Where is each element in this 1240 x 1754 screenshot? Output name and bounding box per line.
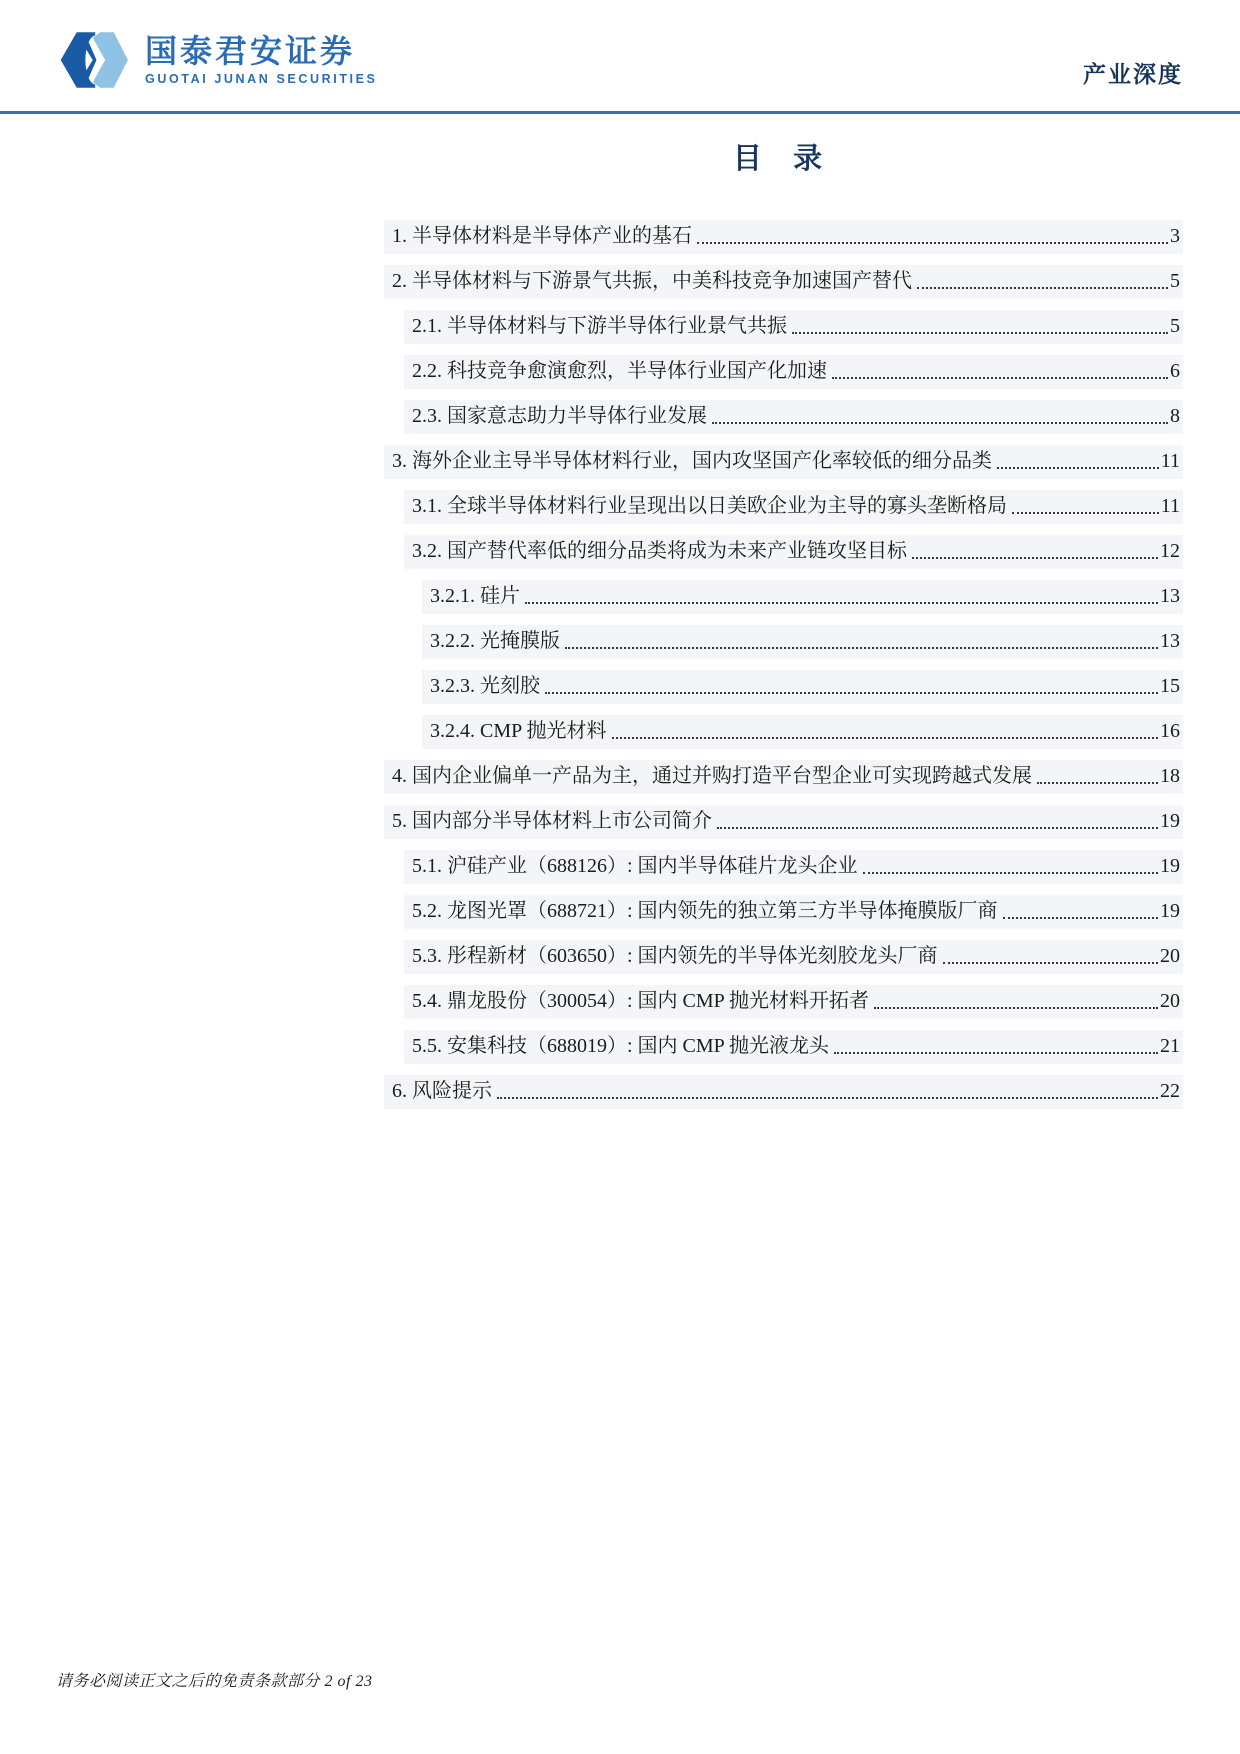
toc-page-number: 12 (1160, 540, 1180, 562)
toc-entry[interactable] (404, 535, 1183, 569)
toc-entry[interactable] (422, 580, 1183, 614)
toc-page-number: 15 (1160, 675, 1180, 697)
toc-page-number: 11 (1160, 495, 1180, 517)
toc-entry-text: 5.2. 龙图光罩（688721）: 国内领先的独立第三方半导体掩膜版厂商 (412, 900, 998, 922)
toc-entry-text: 4. 国内企业偏单一产品为主，通过并购打造平台型企业可实现跨越式发展 (392, 765, 1032, 787)
toc-entry-text: 5.1. 沪硅产业（688126）: 国内半导体硅片龙头企业 (412, 855, 858, 877)
toc-page-number: 13 (1160, 630, 1180, 652)
toc-entry-text: 1. 半导体材料是半导体产业的基石 (392, 225, 692, 247)
brand-block (57, 28, 378, 92)
toc-entry[interactable] (422, 670, 1183, 704)
toc-entry-text: 3.1. 全球半导体材料行业呈现出以日美欧企业为主导的寡头垄断格局 (412, 495, 1007, 517)
dot-leader (497, 1097, 1158, 1099)
toc-entry-text: 3.2. 国产替代率低的细分品类将成为未来产业链攻坚目标 (412, 540, 907, 562)
dot-leader (545, 692, 1158, 694)
footer-disclaimer: 请务必阅读正文之后的免责条款部分 2 of 23 (56, 1673, 373, 1690)
toc-page-number: 22 (1160, 1080, 1180, 1102)
toc-entry-text: 3.2.4. CMP 抛光材料 (430, 720, 607, 742)
dot-leader (697, 242, 1168, 244)
dot-leader (997, 467, 1159, 469)
toc-entry[interactable] (404, 895, 1183, 929)
toc-entry[interactable] (384, 265, 1183, 299)
dot-leader (792, 332, 1168, 334)
toc-entry-text: 2. 半导体材料与下游景气共振，中美科技竞争加速国产替代 (392, 270, 912, 292)
toc-entry[interactable] (384, 445, 1183, 479)
toc-entry[interactable] (384, 805, 1183, 839)
toc-entry-text: 3.2.1. 硅片 (430, 585, 520, 607)
toc-page-number: 5 (1170, 270, 1180, 292)
toc-entry-text: 2.3. 国家意志助力半导体行业发展 (412, 405, 707, 427)
toc-entry[interactable] (404, 355, 1183, 389)
dot-leader (834, 1052, 1158, 1054)
toc-entry[interactable] (404, 940, 1183, 974)
dot-leader (874, 1007, 1158, 1009)
dot-leader (832, 377, 1168, 379)
toc-entry[interactable] (404, 985, 1183, 1019)
toc-page-number: 3 (1170, 225, 1180, 247)
page-title: 目 录 (732, 143, 835, 175)
toc-entry[interactable] (422, 715, 1183, 749)
brand-name-en: GUOTAI JUNAN SECURITIES (145, 72, 378, 87)
toc-entry-text: 2.2. 科技竞争愈演愈烈，半导体行业国产化加速 (412, 360, 827, 382)
dot-leader (1012, 512, 1159, 514)
toc-page-number: 18 (1160, 765, 1180, 787)
dot-leader (912, 557, 1158, 559)
toc-entry[interactable] (384, 220, 1183, 254)
guotai-junan-logo-icon (57, 28, 131, 92)
toc-page-number: 11 (1160, 450, 1180, 472)
table-of-contents (384, 220, 1183, 1120)
toc-entry[interactable] (384, 1075, 1183, 1109)
toc-page-number: 19 (1160, 855, 1180, 877)
toc-page-number: 8 (1170, 405, 1180, 427)
brand-name: 国泰君安证券 (145, 32, 356, 69)
dot-leader (565, 647, 1158, 649)
toc-entry-text: 2.1. 半导体材料与下游半导体行业景气共振 (412, 315, 787, 337)
toc-page-number: 20 (1160, 945, 1180, 967)
toc-entry-text: 5.3. 彤程新材（603650）: 国内领先的半导体光刻胶龙头厂商 (412, 945, 938, 967)
toc-entry-text: 5.4. 鼎龙股份（300054）: 国内 CMP 抛光材料开拓者 (412, 990, 870, 1012)
dot-leader (712, 422, 1168, 424)
toc-page-number: 16 (1160, 720, 1180, 742)
toc-entry-text: 3.2.3. 光刻胶 (430, 675, 540, 697)
toc-entry[interactable] (404, 400, 1183, 434)
toc-page-number: 5 (1170, 315, 1180, 337)
toc-title-wrap (384, 136, 1183, 177)
toc-entry[interactable] (422, 625, 1183, 659)
header-divider (0, 111, 1240, 114)
toc-page-number: 19 (1160, 900, 1180, 922)
toc-entry[interactable] (404, 310, 1183, 344)
report-category-label: 产业深度 (1083, 62, 1183, 87)
toc-entry[interactable] (404, 490, 1183, 524)
toc-entry-text: 3.2.2. 光掩膜版 (430, 630, 560, 652)
toc-page-number: 19 (1160, 810, 1180, 832)
dot-leader (1003, 917, 1158, 919)
toc-page-number: 20 (1160, 990, 1180, 1012)
dot-leader (717, 827, 1158, 829)
toc-page-number: 13 (1160, 585, 1180, 607)
dot-leader (1037, 782, 1158, 784)
dot-leader (863, 872, 1158, 874)
toc-entry-text: 5. 国内部分半导体材料上市公司简介 (392, 810, 712, 832)
toc-entry[interactable] (404, 1030, 1183, 1064)
dot-leader (943, 962, 1158, 964)
page-header (0, 0, 1240, 114)
brand-text (145, 34, 378, 86)
dot-leader (917, 287, 1168, 289)
dot-leader (525, 602, 1158, 604)
toc-entry[interactable] (404, 850, 1183, 884)
toc-entry[interactable] (384, 760, 1183, 794)
toc-page-number: 21 (1160, 1035, 1180, 1057)
toc-entry-text: 5.5. 安集科技（688019）: 国内 CMP 抛光液龙头 (412, 1035, 830, 1057)
dot-leader (612, 737, 1158, 739)
toc-page-number: 6 (1170, 360, 1180, 382)
toc-entry-text: 6. 风险提示 (392, 1080, 492, 1102)
toc-entry-text: 3. 海外企业主导半导体材料行业，国内攻坚国产化率较低的细分品类 (392, 450, 992, 472)
